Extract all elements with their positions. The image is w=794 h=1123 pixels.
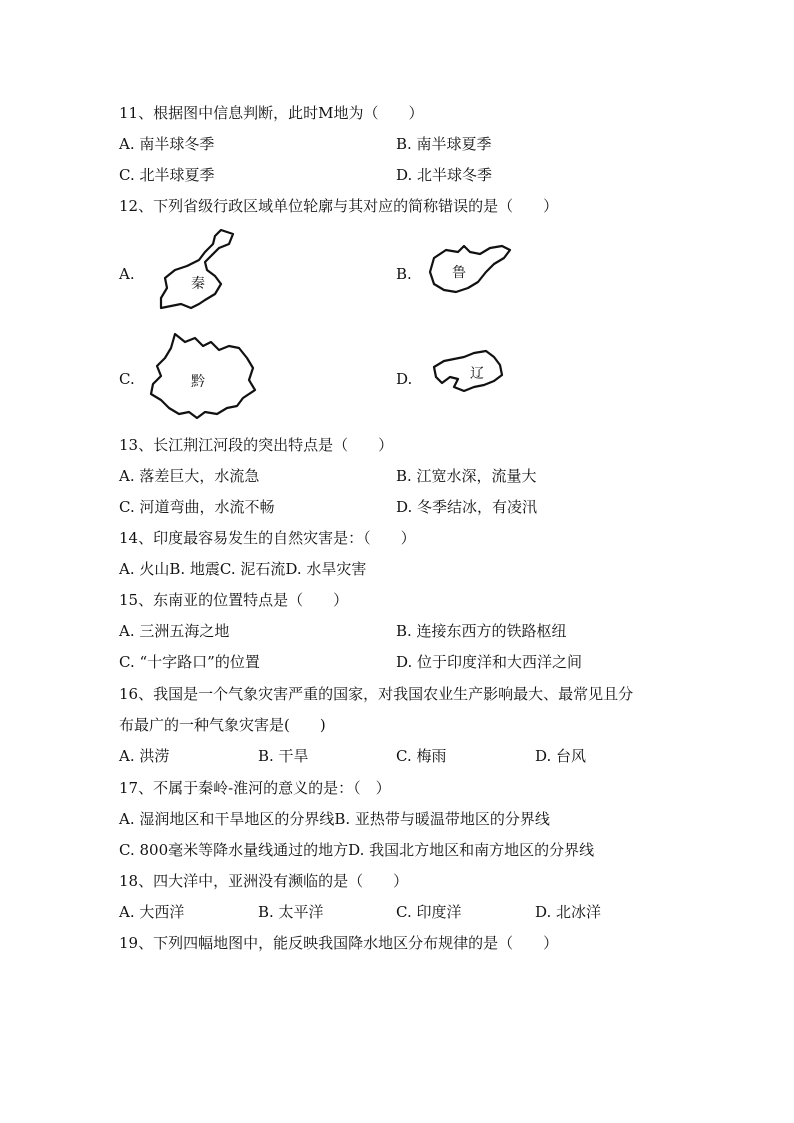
question-16-option-d: D. 台风 [535, 747, 587, 765]
map-label-qian: 黔 [191, 374, 205, 390]
map-label-qin: 秦 [191, 276, 205, 292]
question-11-stem: 11、根据图中信息判断，此时M地为（ ） [119, 104, 424, 122]
question-17-options-ab: A. 湿润地区和干旱地区的分界线B. 亚热带与暖温带地区的分界线 [119, 810, 550, 828]
question-16-stem-line-1: 16、我国是一个气象灾害严重的国家，对我国农业生产影响最大、最常见且分 [119, 685, 634, 703]
shandong-outline-map [424, 242, 514, 297]
question-12-option-a-label: A. [119, 265, 135, 283]
question-11-option-c: C. 北半球夏季 [119, 166, 215, 184]
question-19-stem: 19、下列四幅地图中，能反映我国降水地区分布规律的是（ ） [119, 934, 559, 952]
question-11-option-a: A. 南半球冬季 [119, 135, 215, 153]
question-16-option-c: C. 梅雨 [396, 747, 447, 765]
shaanxi-outline-map [155, 226, 240, 316]
question-15-option-d: D. 位于印度洋和大西洋之间 [396, 653, 583, 671]
question-18-option-d: D. 北冰洋 [535, 903, 602, 921]
guizhou-outline-map [145, 328, 260, 423]
question-15-option-a: A. 三洲五海之地 [119, 622, 230, 640]
question-15-option-b: B. 连接东西方的铁路枢纽 [396, 622, 567, 640]
liaoning-outline-map [430, 347, 506, 395]
question-14-stem: 14、印度最容易发生的自然灾害是：（ ） [119, 529, 416, 547]
question-12-option-d-label: D. [396, 370, 413, 388]
question-13-option-c: C. 河道弯曲，水流不畅 [119, 498, 275, 516]
question-13-option-d: D. 冬季结冰，有凌汛 [396, 498, 538, 516]
question-14-options: A. 火山B. 地震C. 泥石流D. 水旱灾害 [119, 560, 367, 578]
question-13-option-a: A. 落差巨大，水流急 [119, 467, 260, 485]
question-12-stem: 12、下列省级行政区域单位轮廓与其对应的简称错误的是（ ） [119, 197, 559, 215]
question-17-options-cd: C. 800毫米等降水量线通过的地方D. 我国北方地区和南方地区的分界线 [119, 841, 595, 859]
question-11-option-d: D. 北半球冬季 [396, 166, 493, 184]
question-17-stem: 17、不属于秦岭-淮河的意义的是：（ ） [119, 779, 391, 797]
question-18-option-a: A. 大西洋 [119, 903, 185, 921]
map-label-liao: 辽 [470, 366, 484, 382]
question-12-option-b-label: B. [396, 265, 412, 283]
question-13-option-b: B. 江宽水深，流量大 [396, 467, 537, 485]
question-13-stem: 13、长江荆江河段的突出特点是（ ） [119, 436, 394, 454]
question-18-stem: 18、四大洋中，亚洲没有濒临的是（ ） [119, 872, 409, 890]
question-16-option-a: A. 洪涝 [119, 747, 170, 765]
question-15-option-c: C. “十字路口”的位置 [119, 653, 260, 671]
question-16-option-b: B. 干旱 [258, 747, 309, 765]
question-11-option-b: B. 南半球夏季 [396, 135, 492, 153]
question-16-stem-line-2: 布最广的一种气象灾害是( ) [119, 716, 326, 734]
question-18-option-b: B. 太平洋 [258, 903, 324, 921]
question-12-option-c-label: C. [119, 370, 135, 388]
question-18-option-c: C. 印度洋 [396, 903, 462, 921]
question-15-stem: 15、东南亚的位置特点是（ ） [119, 591, 349, 609]
map-label-lu: 鲁 [452, 265, 466, 281]
